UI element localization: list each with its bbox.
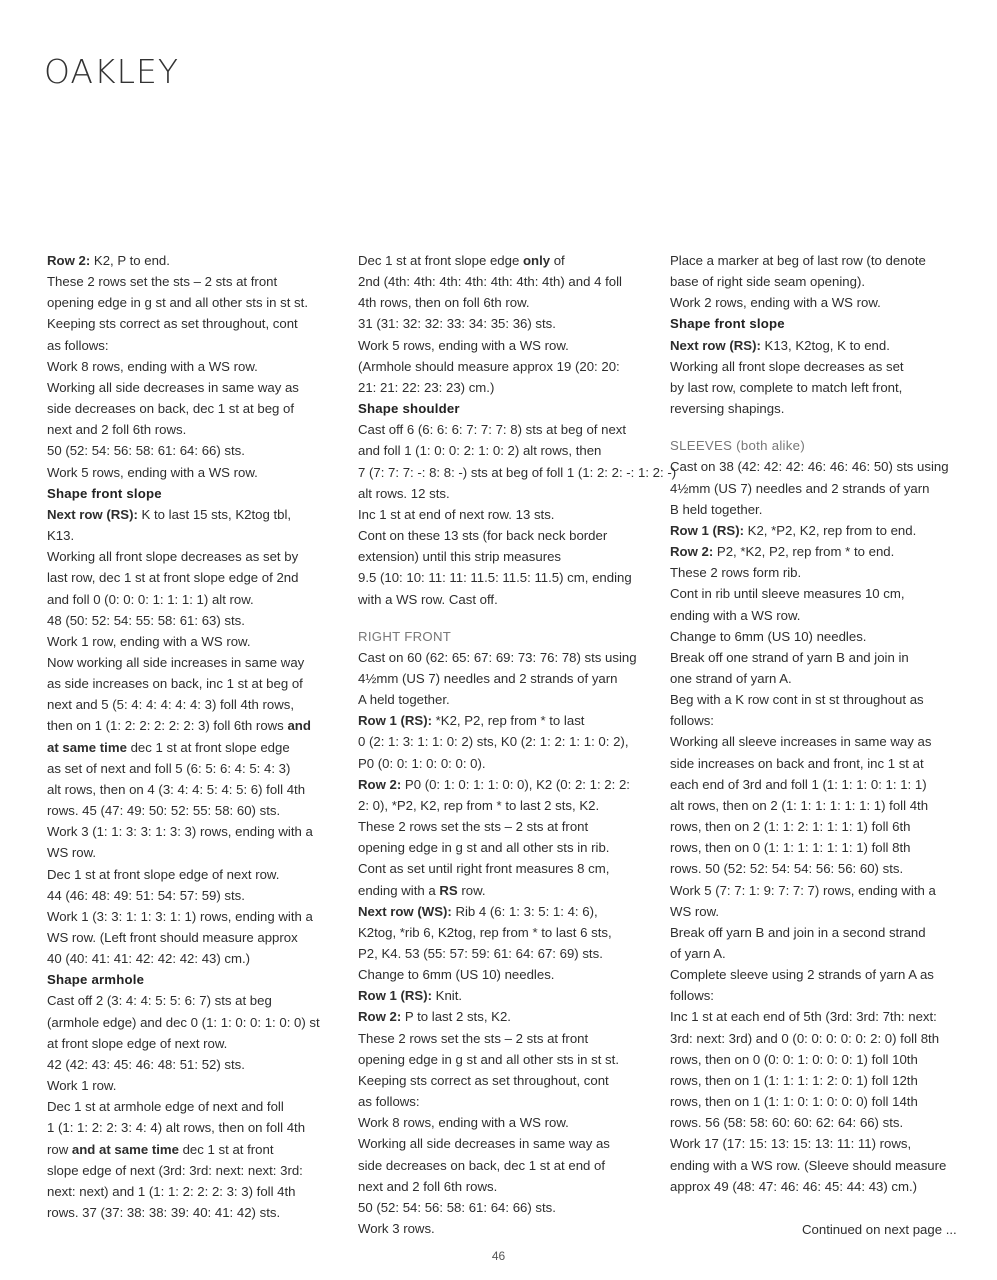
text-run: A held together.	[358, 692, 450, 708]
text-run: ending with a WS row.	[670, 607, 801, 623]
text-run: next: next) and 1 (1: 1: 2: 2: 2: 3: 3) foll 4th	[47, 1183, 296, 1199]
text-run: Rib 4 (6: 1: 3: 5: 1: 4: 6),	[451, 903, 598, 919]
bold-run: RS	[439, 882, 458, 898]
text-run: These 2 rows form rib.	[670, 565, 802, 581]
bold-run: Row 1 (RS):	[670, 522, 744, 538]
text-line	[670, 753, 968, 774]
text-line	[47, 885, 345, 906]
text-line	[47, 335, 345, 356]
text-run: rows. 37 (37: 38: 38: 39: 40: 41: 42) sts.	[47, 1205, 281, 1221]
text-line	[358, 567, 656, 588]
text-run: Work 17 (17: 15: 13: 15: 13: 11: 11) rows,	[670, 1136, 912, 1152]
bold-run: Next row (RS):	[47, 506, 138, 522]
text-run: each end of 3rd and foll 1 (1: 1: 1: 0: 1: 1: 1)	[670, 776, 927, 792]
text-run: follows:	[670, 713, 714, 729]
text-run: (armhole edge) and dec 0 (1: 1: 0: 0: 1: 0: 0) st	[47, 1014, 320, 1030]
text-line	[358, 419, 656, 440]
text-line	[358, 1006, 656, 1027]
text-run: Dec 1 st at armhole edge of next and foll	[47, 1099, 284, 1115]
text-line	[670, 271, 968, 292]
text-line	[670, 562, 968, 583]
text-run: Cont in rib until sleeve measures 10 cm,	[670, 586, 905, 602]
text-line	[358, 1070, 656, 1091]
text-run: Cast off 2 (3: 4: 4: 5: 5: 6: 7) sts at beg	[47, 993, 272, 1009]
text-run: Work 8 rows, ending with a WS row.	[47, 358, 258, 374]
bold-run: and	[287, 718, 311, 734]
text-run: Work 5 rows, ending with a WS row.	[358, 337, 569, 353]
text-line	[358, 335, 656, 356]
text-line	[670, 541, 968, 562]
text-line	[670, 626, 968, 647]
text-run: Working all front slope decreases as set by	[47, 549, 299, 565]
text-line	[47, 842, 345, 863]
bold-run: only	[522, 253, 551, 268]
text-line	[358, 250, 656, 271]
text-line	[47, 1202, 345, 1223]
text-line	[47, 1033, 345, 1054]
text-run: 44 (46: 48: 49: 51: 54: 57: 59) sts.	[47, 887, 245, 903]
text-run: 2nd (4th: 4th: 4th: 4th: 4th: 4th: 4th) and 4 foll	[358, 274, 622, 290]
text-line	[358, 858, 656, 879]
text-run: rows, then on 2 (1: 1: 2: 1: 1: 1: 1) foll 6th	[670, 819, 911, 835]
text-line	[358, 753, 656, 774]
text-run: Change to 6mm (US 10) needles.	[358, 967, 555, 983]
text-run: P2, K4. 53 (55: 57: 59: 61: 64: 67: 69) sts.	[358, 946, 603, 961]
bold-run: Shape shoulder	[358, 401, 460, 417]
text-line	[47, 504, 345, 525]
text-line	[47, 398, 345, 419]
text-run: and foll 0 (0: 0: 0: 1: 1: 1: 1) alt row.	[47, 591, 254, 607]
text-line	[670, 774, 968, 795]
text-run: dec 1 st at front slope edge	[126, 739, 290, 755]
text-line	[358, 525, 656, 546]
bold-run: Next row (WS):	[358, 903, 452, 919]
text-line	[670, 377, 968, 398]
text-line	[47, 419, 345, 440]
text-run: Complete sleeve using 2 strands of yarn A as	[670, 967, 934, 983]
text-run: P0 (0: 1: 0: 1: 1: 0: 0), K2 (0: 2: 1: 2: 2:	[401, 776, 630, 792]
text-run: Work 3 rows.	[358, 1221, 435, 1237]
text-line	[358, 1091, 656, 1112]
text-run: K13, K2tog, K to end.	[760, 337, 890, 353]
text-line	[670, 1070, 968, 1091]
text-run: Work 5 rows, ending with a WS row.	[47, 464, 258, 480]
text-run: Work 2 rows, ending with a WS row.	[670, 295, 881, 311]
text-run: Cont on these 13 sts (for back neck border	[358, 528, 608, 544]
text-run: next and 5 (5: 4: 4: 4: 4: 4: 3) foll 4th rows,	[47, 697, 295, 713]
text-line	[47, 250, 345, 271]
text-line	[47, 990, 345, 1011]
text-line	[358, 1197, 656, 1218]
section-title	[358, 626, 656, 647]
section-heading	[358, 398, 656, 419]
text-line	[47, 948, 345, 969]
text-line	[670, 647, 968, 668]
text-line	[670, 583, 968, 604]
text-run: alt rows. 12 sts.	[358, 485, 450, 501]
text-line	[670, 456, 968, 477]
text-run: Dec 1 st at front slope edge of next row.	[47, 866, 280, 882]
text-run: rows. 50 (52: 52: 54: 54: 56: 56: 60) sts.	[670, 861, 904, 877]
text-line	[47, 737, 345, 758]
text-line	[47, 610, 345, 631]
section-heading	[670, 313, 968, 334]
text-run: dec 1 st at front	[178, 1141, 274, 1157]
text-line	[47, 800, 345, 821]
section-heading	[47, 969, 345, 990]
text-run: RIGHT FRONT	[358, 628, 452, 644]
text-run: Keeping sts correct as set throughout, cont	[358, 1072, 609, 1088]
bold-run: and at same time	[71, 1141, 179, 1157]
text-line	[47, 1075, 345, 1096]
text-run: Work 1 row, ending with a WS row.	[47, 633, 251, 649]
text-run: P to last 2 sts, K2.	[401, 1009, 511, 1025]
text-line	[670, 1133, 968, 1154]
text-line	[670, 1049, 968, 1070]
text-run: rows, then on 1 (1: 1: 1: 1: 2: 0: 1) foll 12th	[670, 1072, 918, 1088]
text-run: 0 (2: 1: 3: 1: 1: 0: 2) sts, K0 (2: 1: 2: 1: 1: 0: 2),	[358, 734, 629, 750]
text-run: reversing shapings.	[670, 401, 785, 417]
text-run: WS row.	[670, 903, 720, 919]
text-line	[358, 774, 656, 795]
text-run: Working all sleeve increases in same way as	[670, 734, 932, 750]
text-run: at front slope edge of next row.	[47, 1035, 228, 1051]
text-run: 50 (52: 54: 56: 58: 61: 64: 66) sts.	[358, 1199, 556, 1215]
text-line	[358, 462, 677, 483]
text-line	[358, 313, 656, 334]
text-run: base of right side seam opening).	[670, 274, 865, 290]
text-run: Cast on 60 (62: 65: 67: 69: 73: 76: 78) sts using	[358, 649, 637, 665]
text-run: 21: 21: 22: 23: 23) cm.)	[358, 379, 495, 395]
text-run: of yarn A.	[670, 946, 726, 961]
text-line	[670, 985, 968, 1006]
text-line	[47, 462, 345, 483]
text-line	[47, 313, 345, 334]
text-run: rows, then on 1 (1: 1: 0: 1: 0: 0: 0) foll 14th	[670, 1094, 918, 1110]
text-line	[47, 1139, 345, 1160]
text-line	[670, 520, 968, 541]
text-run: (Armhole should measure approx 19 (20: 20:	[358, 358, 620, 374]
text-run: Work 1 row.	[47, 1078, 117, 1094]
text-line	[670, 1091, 968, 1112]
text-run: Dec 1 st at front slope edge	[358, 253, 523, 268]
text-line	[670, 292, 968, 313]
text-line	[47, 821, 345, 842]
text-line	[47, 906, 345, 927]
text-run: then on 1 (1: 2: 2: 2: 2: 2: 3) foll 6th rows	[47, 718, 288, 734]
text-line	[358, 1049, 656, 1070]
text-line	[670, 901, 968, 922]
text-line	[358, 1028, 656, 1049]
text-run: 4½mm (US 7) needles and 2 strands of yarn	[670, 480, 930, 496]
text-line	[358, 1218, 656, 1239]
text-line	[358, 710, 656, 731]
text-run: Work 5 (7: 7: 1: 9: 7: 7: 7) rows, ending with a	[670, 882, 936, 898]
text-run: 4½mm (US 7) needles and 2 strands of yarn	[358, 670, 618, 686]
text-line	[670, 1176, 968, 1197]
text-run: Cast off 6 (6: 6: 6: 7: 7: 7: 8) sts at beg of next	[358, 422, 627, 438]
text-run: opening edge in g st and all other sts in st st.	[47, 295, 308, 311]
text-line	[47, 271, 345, 292]
text-line	[358, 1112, 656, 1133]
text-line	[358, 1176, 656, 1197]
text-line	[47, 673, 345, 694]
text-run: Work 8 rows, ending with a WS row.	[358, 1115, 569, 1131]
text-run: opening edge in g st and all other sts in rib.	[358, 840, 610, 856]
text-run: 3rd: next: 3rd) and 0 (0: 0: 0: 0: 0: 2: 0) foll 8th	[670, 1030, 940, 1046]
bold-run: Shape front slope	[670, 316, 785, 332]
text-line	[47, 779, 345, 800]
text-line	[47, 377, 345, 398]
text-run: next and 2 foll 6th rows.	[47, 422, 187, 438]
text-run: 42 (42: 43: 45: 46: 48: 51: 52) sts.	[47, 1056, 245, 1072]
section-heading	[47, 483, 345, 504]
text-run: Work 3 (1: 1: 3: 3: 1: 3: 3) rows, ending with a	[47, 824, 313, 840]
text-run: ending with a	[358, 882, 440, 898]
text-line	[47, 589, 345, 610]
section-spacer	[670, 419, 968, 435]
text-line	[358, 731, 656, 752]
section-title	[670, 435, 968, 456]
text-line	[47, 546, 345, 567]
text-line	[358, 647, 656, 668]
text-line	[670, 356, 968, 377]
text-line	[358, 1133, 656, 1154]
text-line	[358, 795, 656, 816]
text-line	[670, 795, 968, 816]
text-line	[670, 499, 968, 520]
text-line	[670, 943, 968, 964]
text-run: by last row, complete to match left front,	[670, 379, 903, 395]
text-run: next and 2 foll 6th rows.	[358, 1178, 498, 1194]
text-line	[47, 864, 345, 885]
text-line	[670, 1028, 968, 1049]
text-run: P0 (0: 0: 1: 0: 0: 0: 0).	[358, 755, 486, 771]
text-run: K2, P to end.	[90, 253, 170, 268]
text-line	[670, 964, 968, 985]
text-line	[47, 1181, 345, 1202]
bold-run: Row 2:	[670, 544, 714, 560]
text-line	[670, 250, 968, 271]
text-line	[358, 689, 656, 710]
text-line	[358, 377, 656, 398]
text-line	[47, 440, 345, 461]
text-run: and foll 1 (1: 0: 0: 2: 1: 0: 2) alt rows, then	[358, 443, 602, 459]
text-line	[670, 1006, 968, 1027]
text-run: rows. 45 (47: 49: 50: 52: 55: 58: 60) sts.	[47, 803, 281, 819]
text-run: 40 (40: 41: 41: 42: 42: 42: 43) cm.)	[47, 951, 251, 967]
text-run: side decreases on back, dec 1 st at beg of	[47, 401, 295, 417]
text-run: SLEEVES (both alike)	[670, 438, 806, 454]
bold-run: Row 2:	[358, 1009, 402, 1025]
text-line	[670, 605, 968, 626]
text-run: one strand of yarn A.	[670, 670, 792, 686]
text-line	[358, 985, 656, 1006]
text-line	[47, 1117, 345, 1138]
text-run: Change to 6mm (US 10) needles.	[670, 628, 867, 644]
page-number: 46	[491, 1249, 506, 1263]
text-line	[670, 1112, 968, 1133]
text-run: Break off one strand of yarn B and join in	[670, 649, 909, 665]
text-run: 2: 0), *P2, K2, rep from * to last 2 sts, K2.	[358, 797, 600, 813]
text-line	[358, 901, 656, 922]
text-run: B held together.	[670, 501, 763, 517]
text-line	[358, 271, 656, 292]
text-run: as side increases on back, inc 1 st at beg of	[47, 676, 303, 692]
text-run: approx 49 (48: 47: 46: 46: 45: 44: 43) cm.)	[670, 1178, 918, 1194]
text-line	[358, 440, 656, 461]
text-line	[358, 356, 656, 377]
text-line	[47, 758, 345, 779]
text-run: 7 (7: 7: 7: -: 8: 8: -) sts at beg of foll 1 (1: 2: 2: -: 1: 2: -)	[358, 464, 677, 480]
text-run: rows, then on 0 (1: 1: 1: 1: 1: 1: 1) foll 8th	[670, 840, 911, 856]
section-spacer	[358, 610, 656, 626]
text-line	[47, 567, 345, 588]
text-line	[358, 816, 656, 837]
text-run: K2tog, *rib 6, K2tog, rep from * to last 6 sts,	[358, 924, 612, 940]
text-run: extension) until this strip measures	[358, 549, 562, 565]
text-run: rows. 56 (58: 58: 60: 60: 62: 64: 66) sts.	[670, 1115, 904, 1131]
text-run: side decreases on back, dec 1 st at end of	[358, 1157, 606, 1173]
bold-run: Row 1 (RS):	[358, 713, 432, 729]
text-run: 50 (52: 54: 56: 58: 61: 64: 66) sts.	[47, 443, 245, 459]
text-line	[47, 715, 345, 736]
text-run: alt rows, then on 2 (1: 1: 1: 1: 1: 1: 1) foll 4th	[670, 797, 929, 813]
text-line	[670, 398, 968, 419]
text-run: opening edge in g st and all other sts in st st.	[358, 1051, 619, 1067]
text-line	[358, 483, 656, 504]
text-line	[47, 1012, 345, 1033]
text-run: Place a marker at beg of last row (to denote	[670, 253, 926, 268]
text-line	[47, 631, 345, 652]
text-line	[358, 546, 656, 567]
text-line	[47, 694, 345, 715]
text-run: as set of next and foll 5 (6: 5: 6: 4: 5: 4: 3)	[47, 760, 291, 776]
text-run: slope edge of next (3rd: 3rd: next: next: 3rd:	[47, 1162, 303, 1178]
text-run: Cont as set until right front measures 8 cm,	[358, 861, 610, 877]
text-line	[47, 1096, 345, 1117]
text-run: Inc 1 st at each end of 5th (3rd: 3rd: 7th: next:	[670, 1009, 937, 1025]
text-line	[47, 356, 345, 377]
text-run: WS row.	[47, 845, 97, 861]
text-run: P2, *K2, P2, rep from * to end.	[713, 544, 895, 560]
text-line	[670, 335, 968, 356]
text-run: ending with a WS row. (Sleeve should measure	[670, 1157, 947, 1173]
text-run: as follows:	[47, 337, 109, 353]
text-line	[358, 668, 656, 689]
bold-run: Shape front slope	[47, 485, 162, 501]
text-line	[47, 652, 345, 673]
text-line	[670, 837, 968, 858]
bold-run: Row 2:	[47, 253, 91, 268]
text-line	[358, 922, 656, 943]
text-line	[670, 816, 968, 837]
bold-run: Next row (RS):	[670, 337, 761, 353]
text-line	[670, 858, 968, 879]
bold-run: Row 2:	[358, 776, 402, 792]
text-line	[358, 880, 656, 901]
text-run: Inc 1 st at end of next row. 13 sts.	[358, 506, 555, 522]
text-line	[47, 1054, 345, 1075]
text-line	[670, 478, 968, 499]
text-run: with a WS row. Cast off.	[358, 591, 498, 607]
column-3	[670, 250, 968, 1197]
text-run: K13.	[47, 528, 75, 544]
bold-run: Shape armhole	[47, 972, 145, 988]
bold-run: at same time	[47, 739, 127, 755]
text-line	[670, 880, 968, 901]
text-line	[670, 1155, 968, 1176]
continued-note: Continued on next page ...	[802, 1222, 957, 1237]
text-run: Keeping sts correct as set throughout, cont	[47, 316, 298, 332]
text-run: K2, *P2, K2, rep from to end.	[744, 522, 917, 538]
text-line	[47, 927, 345, 948]
text-run: follows:	[670, 988, 714, 1004]
text-line	[358, 589, 656, 610]
text-run: Beg with a K row cont in st st throughout as	[670, 692, 924, 708]
text-run: WS row. (Left front should measure approx	[47, 930, 298, 945]
text-run: row.	[457, 882, 486, 898]
text-run: 31 (31: 32: 32: 33: 34: 35: 36) sts.	[358, 316, 556, 332]
text-line	[358, 964, 656, 985]
text-line	[670, 668, 968, 689]
text-run: last row, dec 1 st at front slope edge of 2nd	[47, 570, 299, 586]
text-run: K to last 15 sts, K2tog tbl,	[137, 506, 292, 522]
text-line	[670, 731, 968, 752]
text-line	[47, 292, 345, 313]
text-run: *K2, P2, rep from * to last	[432, 713, 585, 729]
text-run: These 2 rows set the sts – 2 sts at front	[358, 819, 589, 835]
text-run: row	[47, 1141, 72, 1157]
text-run: Cast on 38 (42: 42: 42: 46: 46: 46: 50) sts using	[670, 459, 949, 475]
text-line	[670, 710, 968, 731]
text-run: 48 (50: 52: 54: 55: 58: 61: 63) sts.	[47, 612, 245, 628]
text-run: rows, then on 0 (0: 0: 1: 0: 0: 0: 1) foll 10th	[670, 1051, 918, 1067]
text-run: These 2 rows set the sts – 2 sts at front	[358, 1030, 589, 1046]
text-run: Working all side decreases in same way as	[47, 379, 299, 395]
text-run: Break off yarn B and join in a second strand	[670, 924, 926, 940]
bold-run: Row 1 (RS):	[358, 988, 432, 1004]
text-line	[358, 292, 656, 313]
text-line	[47, 1160, 345, 1181]
text-run: Work 1 (3: 3: 1: 1: 3: 1: 1) rows, ending with a	[47, 908, 313, 924]
text-line	[670, 922, 968, 943]
text-line	[670, 689, 968, 710]
text-run: Now working all side increases in same way	[47, 654, 305, 670]
text-line	[358, 1155, 656, 1176]
text-line	[358, 943, 656, 964]
text-run: as follows:	[358, 1094, 420, 1110]
text-run: 4th rows, then on foll 6th row.	[358, 295, 530, 311]
text-run: Working all front slope decreases as set	[670, 358, 904, 374]
column-1	[47, 250, 345, 1223]
text-run: of	[550, 253, 565, 268]
text-run: Working all side decreases in same way as	[358, 1136, 610, 1152]
text-line	[358, 504, 656, 525]
page-title: OAKLEY	[44, 52, 180, 91]
column-2	[358, 250, 677, 1239]
text-run: 1 (1: 1: 2: 2: 3: 4: 4) alt rows, then on foll 4th	[47, 1120, 306, 1136]
text-line	[47, 525, 345, 546]
text-run: alt rows, then on 4 (3: 4: 4: 5: 4: 5: 6) foll 4th	[47, 781, 306, 797]
text-line	[358, 837, 656, 858]
text-run: 9.5 (10: 10: 11: 11: 11.5: 11.5: 11.5) cm, ending	[358, 570, 632, 586]
text-run: side increases on back and front, inc 1 st at	[670, 755, 924, 771]
text-run: These 2 rows set the sts – 2 sts at front	[47, 274, 278, 290]
text-run: Knit.	[432, 988, 463, 1004]
